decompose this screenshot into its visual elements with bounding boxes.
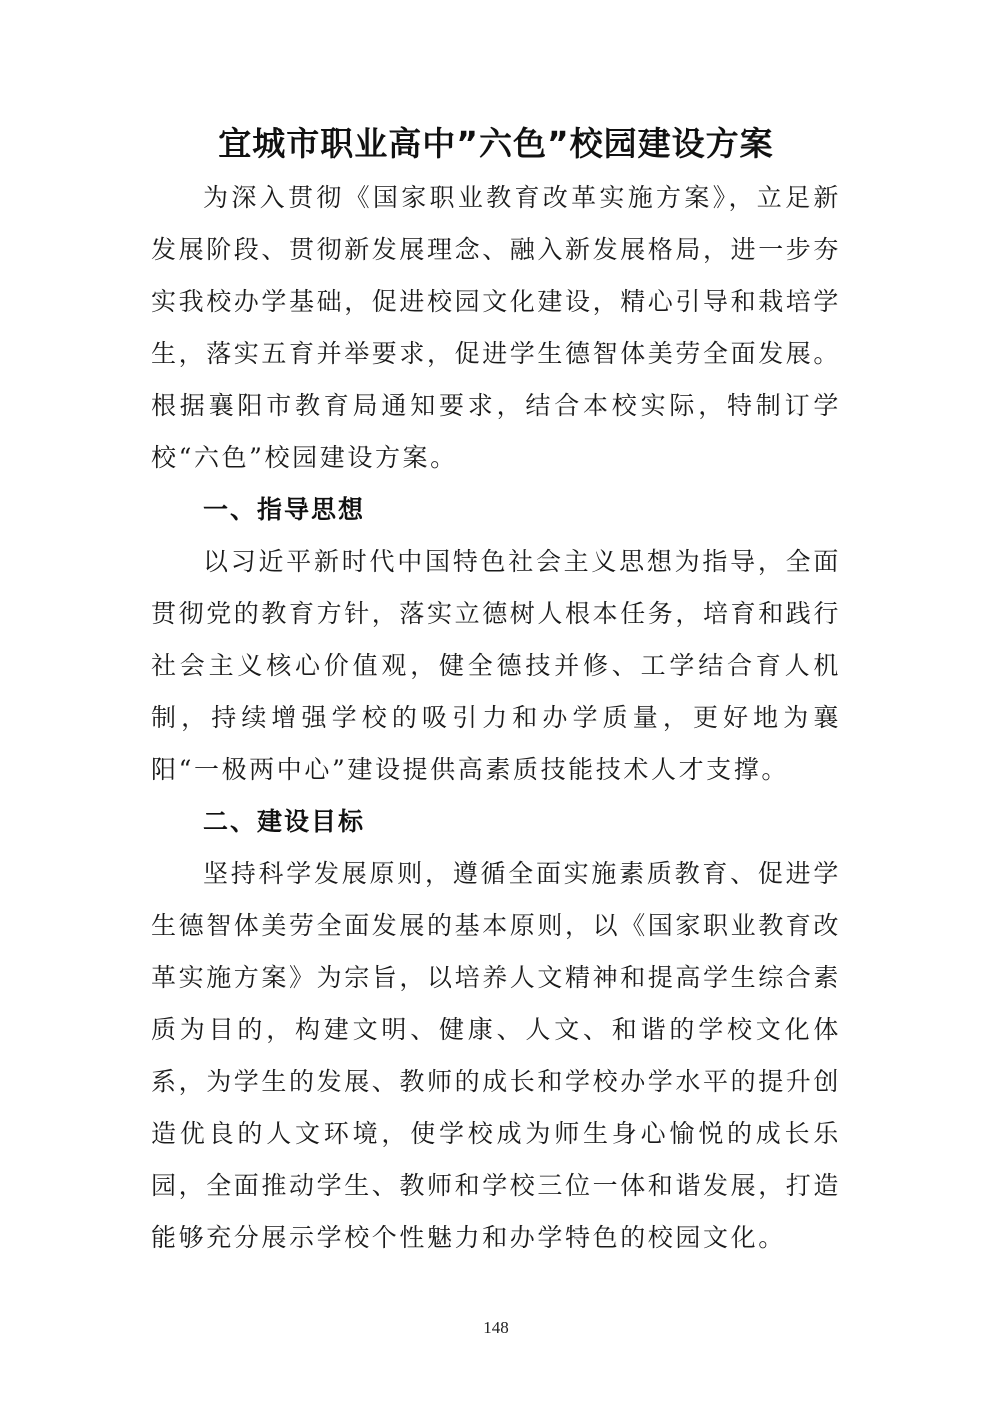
section-heading-construction-goals: 二、建设目标 bbox=[203, 807, 366, 836]
intro-paragraph: 为深入贯彻《国家职业教育改革实施方案》，立足新发展阶段、贯彻新发展理念、融入新发展格局，进一步夯实我校办学基础，促进校园文化建设，精心引导和栽培学生，落实五育并举要求，促进学生德智体美劳全面发展。根据襄阳市教育局通知要求，结合本校实际，特制订学校“六色”校园建设方案。 bbox=[151, 183, 842, 472]
section-heading-guiding-ideology: 一、指导思想 bbox=[203, 495, 366, 524]
document-title: 宜城市职业高中”六色”校园建设方案 bbox=[218, 124, 774, 163]
page-number: 148 bbox=[483, 1318, 509, 1337]
section-paragraph-construction-goals: 坚持科学发展原则，遵循全面实施素质教育、促进学生德智体美劳全面发展的基本原则，以《国家职业教育改革实施方案》为宗旨，以培养人文精神和提高学生综合素质为目的，构建文明、健康、人文、和谐的学校文化体系，为学生的发展、教师的成长和学校办学水平的提升创造优良的人文环境，使学校成为师生身心愉悦的成长乐园，全面推动学生、教师和学校三位一体和谐发展，打造能够充分展示学校个性魅力和办学特色的校园文化。 bbox=[151, 859, 842, 1252]
section-paragraph-guiding-ideology: 以习近平新时代中国特色社会主义思想为指导，全面贯彻党的教育方针，落实立德树人根本任务，培育和践行社会主义核心价值观，健全德技并修、工学结合育人机制，持续增强学校的吸引力和办学质量，更好地为襄阳“一极两中心”建设提供高素质技能技术人才支撑。 bbox=[151, 547, 842, 784]
